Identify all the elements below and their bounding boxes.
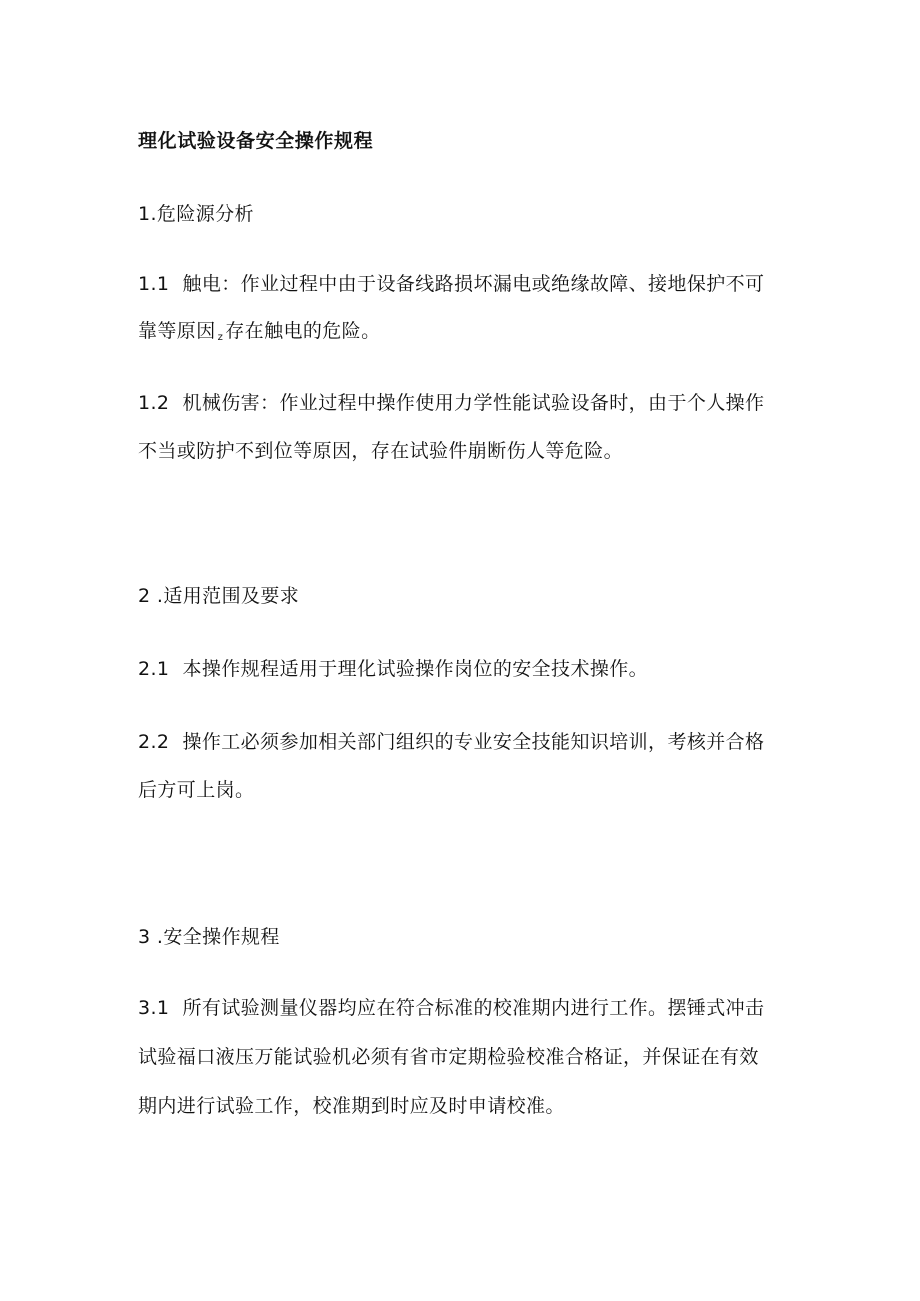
paragraph-text: 靠等原因 (138, 320, 216, 342)
section-heading-3: 3 .安全操作规程 (138, 926, 280, 948)
paragraph-text: 本操作规程适用于理化试验操作岗位的安全技术操作。 (182, 658, 649, 680)
paragraph-1-2-line-2: 不当或防护不到位等原因，存在试验件崩断伤人等危险。 (138, 440, 624, 462)
paragraph-2-1-line-1 (138, 656, 798, 682)
paragraph-2-2-line-1 (138, 729, 798, 755)
paragraph-number: 1.1 (138, 273, 170, 295)
section-heading-1: 1.危险源分析 (138, 203, 254, 225)
paragraph-1-1-line-1 (138, 271, 798, 297)
paragraph-text: 操作工必须参加相关部门组织的专业安全技能知识培训，考核并合格 (182, 731, 765, 753)
paragraph-text: 所有试验测量仪器均应在符合标准的校准期内进行工作。摆锤式冲击 (182, 997, 765, 1019)
paragraph-number: 2.2 (138, 731, 170, 753)
paragraph-text: 触电：作业过程中由于设备线路损坏漏电或绝缘故障、接地保护不可 (182, 273, 765, 295)
paragraph-1-1-line-2 (138, 318, 798, 351)
paragraph-number: 1.2 (138, 392, 170, 414)
paragraph-3-1-line-1 (138, 995, 798, 1021)
stray-mark: z (217, 332, 224, 343)
paragraph-3-1-line-3: 期内进行试验工作，校准期到时应及时申请校准。 (138, 1095, 565, 1117)
paragraph-text: 存在触电的危险。 (225, 320, 381, 342)
section-heading-2: 2 .适用范围及要求 (138, 585, 300, 607)
paragraph-2-2-line-2: 后方可上岗。 (138, 779, 255, 801)
paragraph-3-1-line-2: 试验福口液压万能试验机必须有省市定期检验校准合格证，并保证在有效 (138, 1046, 759, 1068)
paragraph-1-2-line-1 (138, 390, 798, 416)
paragraph-text: 机械伤害：作业过程中操作使用力学性能试验设备时，由于个人操作 (182, 392, 765, 414)
paragraph-number: 2.1 (138, 658, 170, 680)
paragraph-number: 3.1 (138, 997, 170, 1019)
document-title: 理化试验设备安全操作规程 (138, 130, 374, 152)
